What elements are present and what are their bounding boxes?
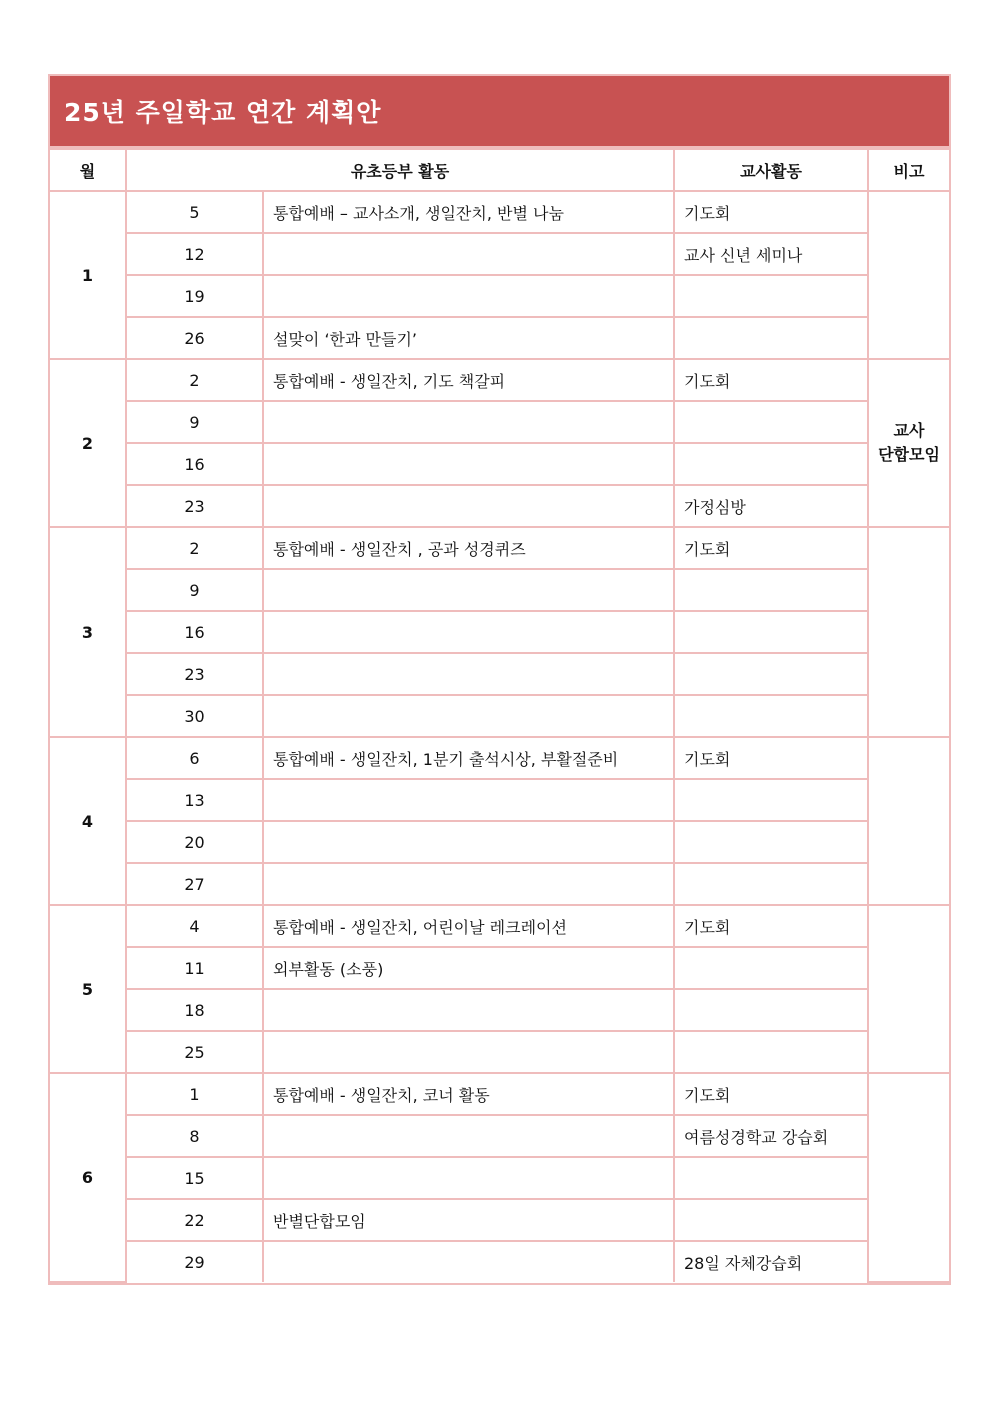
table-row bbox=[50, 989, 949, 1031]
day-cell: 27 bbox=[126, 863, 263, 905]
activity-cell bbox=[263, 275, 674, 317]
table-row bbox=[50, 737, 949, 779]
note-cell bbox=[868, 359, 949, 527]
table-row bbox=[50, 527, 949, 569]
day-cell: 16 bbox=[126, 611, 263, 653]
table-row bbox=[50, 401, 949, 443]
teacher-activity-cell bbox=[674, 1031, 868, 1073]
header-note: 비고 bbox=[868, 149, 949, 191]
month-cell: 1 bbox=[50, 191, 126, 359]
teacher-activity-cell: 기도회 bbox=[674, 737, 868, 779]
activity-cell bbox=[263, 1031, 674, 1073]
activity-cell bbox=[263, 863, 674, 905]
note-line: 교사 bbox=[893, 421, 925, 440]
table-row bbox=[50, 779, 949, 821]
month-cell: 3 bbox=[50, 527, 126, 737]
day-cell: 12 bbox=[126, 233, 263, 275]
note-cell bbox=[868, 737, 949, 905]
day-cell: 9 bbox=[126, 569, 263, 611]
table-row bbox=[50, 947, 949, 989]
month-cell: 6 bbox=[50, 1073, 126, 1282]
table-row bbox=[50, 1199, 949, 1241]
table-row bbox=[50, 443, 949, 485]
table-row bbox=[50, 191, 949, 233]
day-cell: 5 bbox=[126, 191, 263, 233]
header-activity: 유초등부 활동 bbox=[126, 149, 674, 191]
day-cell: 8 bbox=[126, 1115, 263, 1157]
teacher-activity-cell bbox=[674, 275, 868, 317]
table-row bbox=[50, 275, 949, 317]
activity-cell: 통합예배 - 생일잔치, 어린이날 레크레이션 bbox=[263, 905, 674, 947]
header-teacher: 교사활동 bbox=[674, 149, 868, 191]
day-cell: 29 bbox=[126, 1241, 263, 1282]
table-row bbox=[50, 611, 949, 653]
teacher-activity-cell: 기도회 bbox=[674, 527, 868, 569]
activity-cell bbox=[263, 569, 674, 611]
document-title: 25년 주일학교 연간 계획안 bbox=[50, 76, 949, 148]
plan-sheet bbox=[48, 74, 951, 1285]
table-row bbox=[50, 233, 949, 275]
table-row bbox=[50, 695, 949, 737]
day-cell: 22 bbox=[126, 1199, 263, 1241]
day-cell: 18 bbox=[126, 989, 263, 1031]
table-row bbox=[50, 1157, 949, 1199]
activity-cell: 반별단합모임 bbox=[263, 1199, 674, 1241]
day-cell: 2 bbox=[126, 527, 263, 569]
table-row bbox=[50, 863, 949, 905]
table-row bbox=[50, 317, 949, 359]
day-cell: 9 bbox=[126, 401, 263, 443]
activity-cell bbox=[263, 1241, 674, 1282]
day-cell: 23 bbox=[126, 653, 263, 695]
teacher-activity-cell bbox=[674, 989, 868, 1031]
table-row bbox=[50, 1241, 949, 1282]
teacher-activity-cell bbox=[674, 1199, 868, 1241]
table-row bbox=[50, 485, 949, 527]
month-cell: 4 bbox=[50, 737, 126, 905]
teacher-activity-cell bbox=[674, 569, 868, 611]
day-cell: 26 bbox=[126, 317, 263, 359]
plan-table bbox=[50, 148, 949, 1283]
day-cell: 6 bbox=[126, 737, 263, 779]
day-cell: 2 bbox=[126, 359, 263, 401]
note-line: 단합모임 bbox=[878, 445, 940, 464]
activity-cell bbox=[263, 233, 674, 275]
teacher-activity-cell: 기도회 bbox=[674, 191, 868, 233]
teacher-activity-cell: 여름성경학교 강습회 bbox=[674, 1115, 868, 1157]
activity-cell: 통합예배 - 생일잔치 , 공과 성경퀴즈 bbox=[263, 527, 674, 569]
activity-cell bbox=[263, 779, 674, 821]
header-month: 월 bbox=[50, 149, 126, 191]
activity-cell bbox=[263, 695, 674, 737]
day-cell: 11 bbox=[126, 947, 263, 989]
teacher-activity-cell bbox=[674, 653, 868, 695]
teacher-activity-cell: 기도회 bbox=[674, 905, 868, 947]
activity-cell bbox=[263, 989, 674, 1031]
header-row bbox=[50, 149, 949, 191]
teacher-activity-cell bbox=[674, 821, 868, 863]
day-cell: 15 bbox=[126, 1157, 263, 1199]
activity-cell: 통합예배 - 생일잔치, 1분기 출석시상, 부활절준비 bbox=[263, 737, 674, 779]
teacher-activity-cell: 기도회 bbox=[674, 1073, 868, 1115]
note-cell bbox=[868, 191, 949, 359]
day-cell: 23 bbox=[126, 485, 263, 527]
table-row bbox=[50, 1031, 949, 1073]
teacher-activity-cell bbox=[674, 947, 868, 989]
teacher-activity-cell bbox=[674, 443, 868, 485]
activity-cell bbox=[263, 611, 674, 653]
table-row bbox=[50, 359, 949, 401]
teacher-activity-cell bbox=[674, 401, 868, 443]
activity-cell bbox=[263, 821, 674, 863]
teacher-activity-cell: 기도회 bbox=[674, 359, 868, 401]
note-cell bbox=[868, 1073, 949, 1282]
month-cell: 2 bbox=[50, 359, 126, 527]
activity-cell bbox=[263, 653, 674, 695]
teacher-activity-cell bbox=[674, 317, 868, 359]
activity-cell bbox=[263, 1157, 674, 1199]
activity-cell: 통합예배 - 생일잔치, 기도 책갈피 bbox=[263, 359, 674, 401]
teacher-activity-cell: 28일 자체강습회 bbox=[674, 1241, 868, 1282]
activity-cell: 통합예배 – 교사소개, 생일잔치, 반별 나눔 bbox=[263, 191, 674, 233]
teacher-activity-cell bbox=[674, 695, 868, 737]
day-cell: 1 bbox=[126, 1073, 263, 1115]
table-row bbox=[50, 905, 949, 947]
day-cell: 19 bbox=[126, 275, 263, 317]
teacher-activity-cell bbox=[674, 863, 868, 905]
teacher-activity-cell bbox=[674, 779, 868, 821]
day-cell: 16 bbox=[126, 443, 263, 485]
activity-cell: 외부활동 (소풍) bbox=[263, 947, 674, 989]
day-cell: 30 bbox=[126, 695, 263, 737]
table-row bbox=[50, 653, 949, 695]
table-row bbox=[50, 821, 949, 863]
table-row bbox=[50, 569, 949, 611]
teacher-activity-cell: 가정심방 bbox=[674, 485, 868, 527]
table-row bbox=[50, 1073, 949, 1115]
note-cell bbox=[868, 527, 949, 737]
activity-cell bbox=[263, 443, 674, 485]
activity-cell bbox=[263, 401, 674, 443]
month-cell: 5 bbox=[50, 905, 126, 1073]
table-row bbox=[50, 1115, 949, 1157]
day-cell: 4 bbox=[126, 905, 263, 947]
teacher-activity-cell bbox=[674, 611, 868, 653]
teacher-activity-cell bbox=[674, 1157, 868, 1199]
activity-cell: 통합예배 - 생일잔치, 코너 활동 bbox=[263, 1073, 674, 1115]
day-cell: 25 bbox=[126, 1031, 263, 1073]
day-cell: 13 bbox=[126, 779, 263, 821]
activity-cell bbox=[263, 1115, 674, 1157]
day-cell: 20 bbox=[126, 821, 263, 863]
activity-cell bbox=[263, 485, 674, 527]
teacher-activity-cell: 교사 신년 세미나 bbox=[674, 233, 868, 275]
note-cell bbox=[868, 905, 949, 1073]
activity-cell: 설맞이 ‘한과 만들기’ bbox=[263, 317, 674, 359]
